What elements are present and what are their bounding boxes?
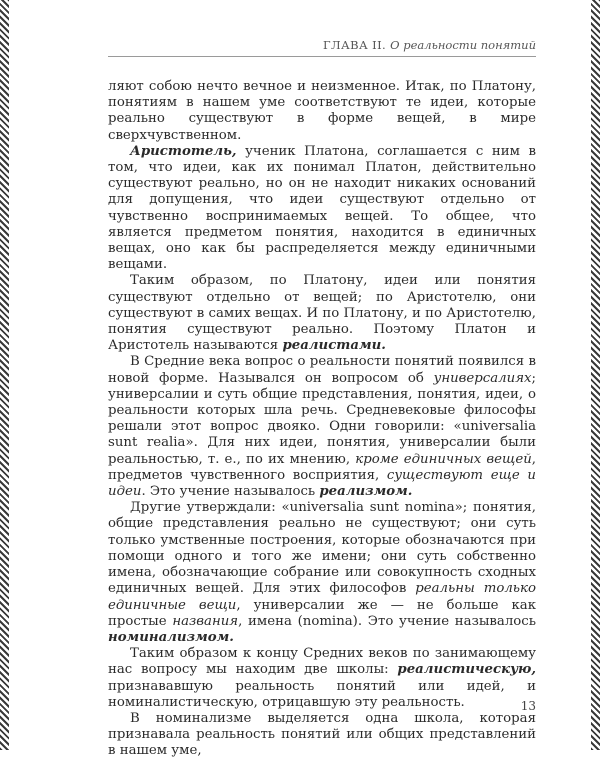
running-header <box>323 38 536 52</box>
chapter-label: ГЛАВА II. <box>323 38 387 52</box>
term-realists: реалистами. <box>282 338 386 354</box>
body-text <box>108 79 536 760</box>
paragraph <box>108 500 536 646</box>
text-run: ; универсалии и суть общие представления, понятия, идеи, о реальности которых шла речь. Средневековые философы решали этот вопрос двояко. Одни говорили: «universalia sunt realia». Для них идеи, понятия, универсалии были реальностью, т. е., по их мнению, <box>108 370 536 467</box>
term-aristotle: Аристотель, <box>130 143 237 159</box>
paragraph <box>108 79 536 144</box>
italic-phrase: кроме единичных вещей <box>355 451 532 467</box>
right-border-stripe <box>591 0 600 750</box>
paragraph <box>108 144 536 274</box>
term-universals: универсалиях <box>433 370 532 386</box>
paragraph <box>108 354 536 500</box>
italic-phrase: названия <box>172 613 239 629</box>
italic-phrase: реальны только единичные вещи <box>108 581 536 613</box>
text-run: Другие утверждали: «universalia sunt nomina»; понятия, общие представления реально не существуют; они суть только умственные построения, которые обозначаются при помощи одного и того же имени; они суть собственно имена, обозначающие собрание или совокупность сходных единичных вещей. Для этих философов <box>108 500 536 597</box>
text-run: В Средние века вопрос о реальности понятий появился в новой форме. Назывался он вопросом об <box>108 354 536 386</box>
left-border-stripe <box>0 0 9 750</box>
term-realistic: реалистическую, <box>397 662 536 678</box>
text-run: Таким образом, по Платону, идеи или понятия существуют отдельно от вещей; по Аристотелю, они существуют в самих вещах. И по Платону, и по Аристотелю, понятия существуют реально. Поэтому Платон и Аристотель называются <box>108 273 536 354</box>
chapter-title: О реальности понятий <box>390 38 536 52</box>
paragraph <box>108 646 536 711</box>
text-run: . Это учение называлось <box>141 484 320 500</box>
paragraph <box>108 273 536 354</box>
text-run: ляют собою нечто вечное и неизменное. Итак, по Платону, понятиям в нашем уме соответствуют те идеи, которые реально существуют в форме вещей, в мире сверхчувственном. <box>108 79 536 143</box>
term-nominalism: номинализмом. <box>108 629 234 645</box>
page-number: 13 <box>520 699 536 713</box>
text-run: , универсалии же — не больше как простые <box>108 597 537 629</box>
italic-phrase: существуют еще и идеи <box>108 467 536 500</box>
text-run: В номинализме выделяется одна школа, которая признавала реальность понятий или общих представлений в нашем уме, <box>108 710 536 759</box>
term-realism: реализмом. <box>319 484 413 500</box>
text-run: Таким образом к концу Средних веков по занимающему нас вопросу мы находим две школы: <box>108 646 536 678</box>
text-run: , имена (nomina). Это учение называлось <box>238 613 536 629</box>
text-run: ученик Платона, соглашается с ним в том, что идеи, как их понимал Платон, действительно существуют реально, но он не находит никаких оснований для допущения, что идеи существуют отдельно от чувственно воспринимаемых вещей. То общее, что является предметом понятия, находится в единичных вещах, оно как бы распределяется между единичными вещами. <box>108 143 536 273</box>
header-rule <box>108 56 536 57</box>
text-run: признававшую реальность понятий или идей, и номиналистическую, отрицавшую эту реальность. <box>108 678 536 710</box>
paragraph <box>108 711 536 760</box>
text-run: , предметов чувственного восприятия, <box>108 451 536 483</box>
